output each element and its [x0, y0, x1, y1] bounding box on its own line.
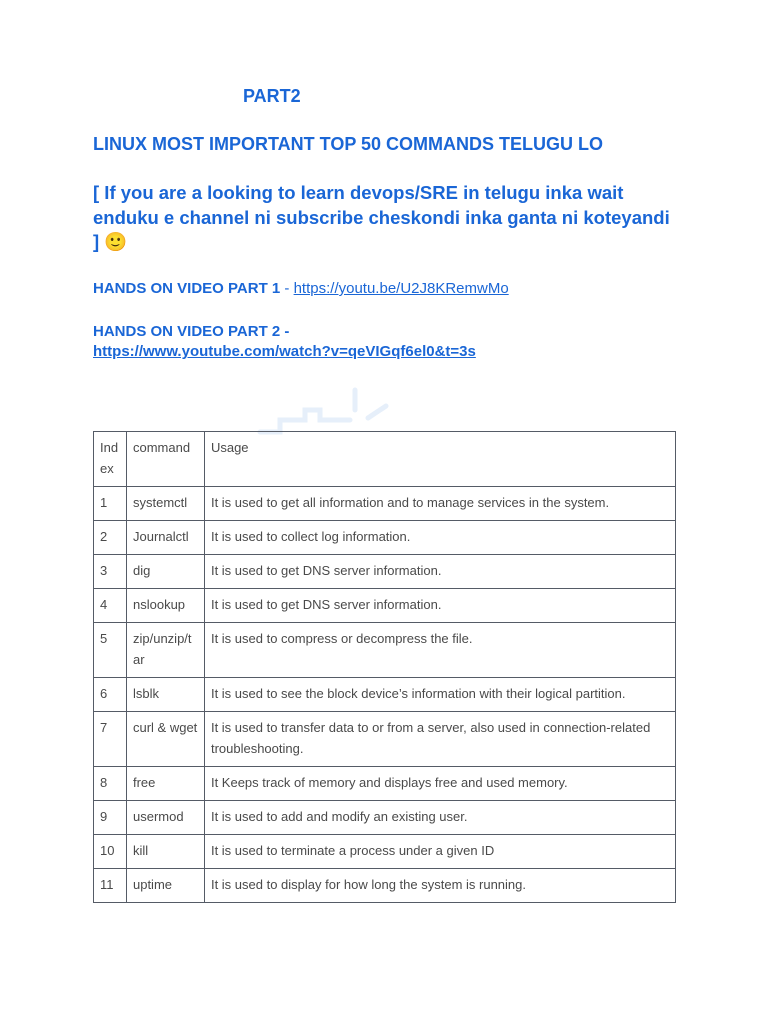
- table-row: [94, 869, 676, 903]
- table-header-row: [94, 432, 676, 487]
- row-command: Journalctl: [126, 521, 204, 555]
- row-usage: It is used to transfer data to or from a server, also used in connection-related troubleshooting.: [204, 712, 675, 767]
- part-title: PART2: [243, 86, 301, 106]
- row-index: 2: [94, 521, 127, 555]
- row-command: zip/unzip/t ar: [126, 623, 204, 678]
- commands-table-body: [94, 432, 676, 903]
- row-usage: It is used to see the block device’s information with their logical partition.: [204, 678, 675, 712]
- row-index: 9: [94, 801, 127, 835]
- table-row: [94, 835, 676, 869]
- table-row: [94, 801, 676, 835]
- row-command: usermod: [126, 801, 204, 835]
- commands-table: [93, 431, 676, 903]
- row-index: 8: [94, 767, 127, 801]
- row-usage: It is used to display for how long the system is running.: [204, 869, 675, 903]
- table-row: [94, 678, 676, 712]
- row-usage: It is used to get all information and to manage services in the system.: [204, 487, 675, 521]
- row-usage: It is used to add and modify an existing user.: [204, 801, 675, 835]
- table-row: [94, 521, 676, 555]
- row-command: free: [126, 767, 204, 801]
- row-command: dig: [126, 555, 204, 589]
- row-usage: It is used to get DNS server information.: [204, 589, 675, 623]
- table-row: [94, 589, 676, 623]
- row-index: 7: [94, 712, 127, 767]
- video-1-separator: -: [280, 280, 294, 297]
- row-command: kill: [126, 835, 204, 869]
- row-index: 10: [94, 835, 127, 869]
- table-row: [94, 767, 676, 801]
- row-usage: It is used to terminate a process under a given ID: [204, 835, 675, 869]
- table-row: [94, 487, 676, 521]
- row-command: lsblk: [126, 678, 204, 712]
- row-usage: It is used to get DNS server information.: [204, 555, 675, 589]
- intro-text: [93, 181, 673, 256]
- main-heading: LINUX MOST IMPORTANT TOP 50 COMMANDS TELUGU LO: [93, 134, 604, 154]
- video-line-2: [93, 322, 693, 362]
- row-index: 3: [94, 555, 127, 589]
- row-index: 1: [94, 487, 127, 521]
- smile-emoji-icon: 🙂: [104, 232, 128, 253]
- row-usage: It is used to compress or decompress the file.: [204, 623, 675, 678]
- video-2-link[interactable]: https://www.youtube.com/watch?v=qeVIGqf6el0&t=3s: [93, 343, 476, 360]
- table-row: [94, 712, 676, 767]
- row-command: uptime: [126, 869, 204, 903]
- table-row: [94, 623, 676, 678]
- row-index: 5: [94, 623, 127, 678]
- row-usage: It Keeps track of memory and displays free and used memory.: [204, 767, 675, 801]
- row-usage: It is used to collect log information.: [204, 521, 675, 555]
- row-command: systemctl: [126, 487, 204, 521]
- video-1-link[interactable]: https://youtu.be/U2J8KRemwMo: [293, 280, 509, 297]
- video-2-label: HANDS ON VIDEO PART 2 -: [93, 323, 290, 340]
- video-1-label: HANDS ON VIDEO PART 1: [93, 280, 281, 297]
- header-index: Ind ex: [94, 432, 127, 487]
- row-command: curl & wget: [126, 712, 204, 767]
- row-command: nslookup: [126, 589, 204, 623]
- row-index: 6: [94, 678, 127, 712]
- header-usage: Usage: [204, 432, 675, 487]
- row-index: 4: [94, 589, 127, 623]
- row-index: 11: [94, 869, 127, 903]
- header-command: command: [126, 432, 204, 487]
- intro-body: [ If you are a looking to learn devops/SRE in telugu inka wait enduku e channel ni subscribe cheskondi inka ganta ni koteyandi ]: [93, 182, 670, 252]
- table-row: [94, 555, 676, 589]
- video-line-1: [93, 279, 693, 299]
